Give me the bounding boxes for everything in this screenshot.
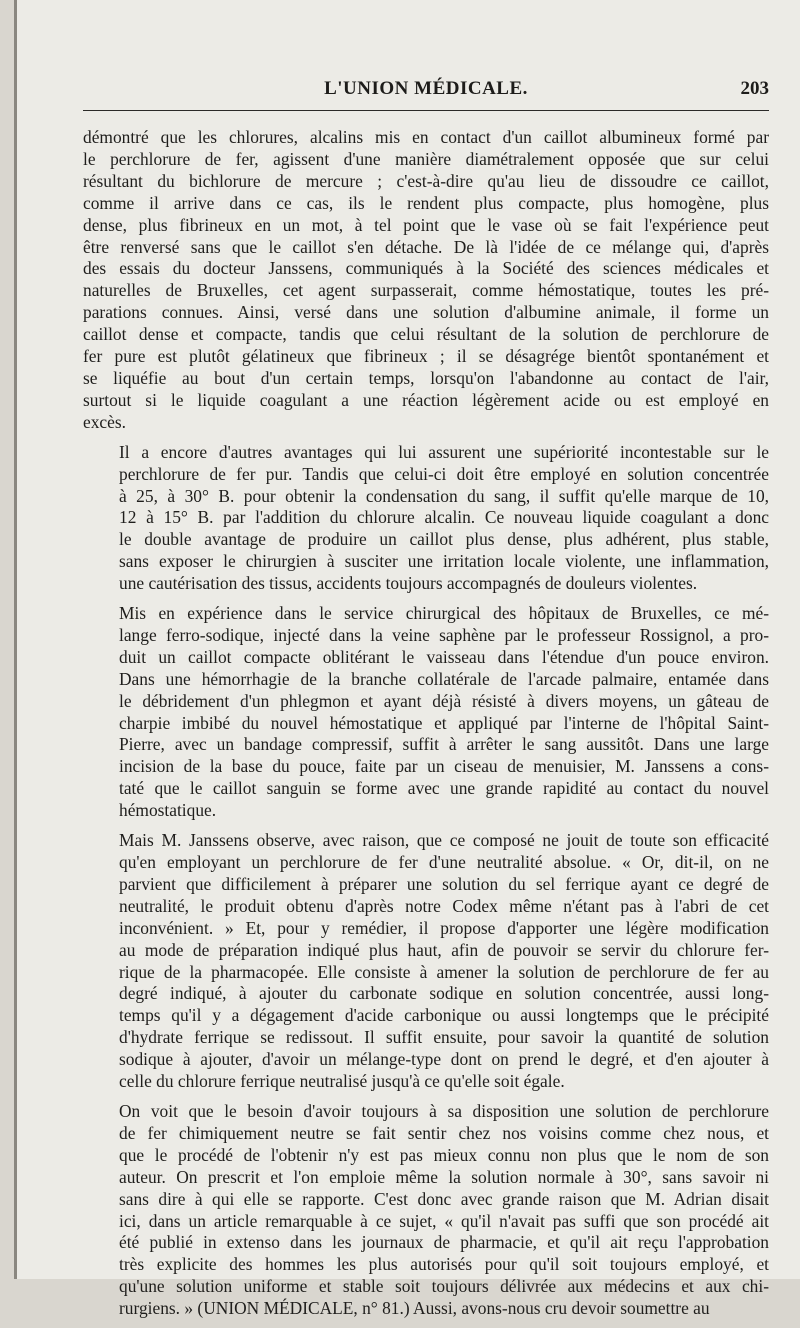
text-line: d'hydrate ferrique se redissout. Il suffit ensuite, pour savoir la quantité de solution <box>119 1027 769 1048</box>
text-line: le débridement d'un phlegmon et ayant déjà résisté à divers moyens, un gâteau de <box>119 690 769 711</box>
text-line: fer pure est plutôt gélatineux que fibrineux ; il se désagrége bientôt spontanément et <box>83 346 769 367</box>
text-line: taté que le caillot sanguin se forme avec une grande rapidité au contact du nouvel <box>119 778 769 799</box>
book-page <box>14 0 800 1319</box>
text-line: au mode de préparation indiqué plus haut, afin de pouvoir se servir du chlorure fer- <box>119 939 769 960</box>
text-line: à 25, à 30° B. pour obtenir la condensation du sang, il suffit qu'elle marque de 10, <box>119 485 769 506</box>
text-line: qu'une solution uniforme et stable soit toujours délivrée aux médecins et aux chi- <box>119 1276 769 1297</box>
text-line: des essais du docteur Janssens, communiqués à la Société des sciences médicales et <box>83 258 769 279</box>
text-line: ici, dans un article remarquable à ce sujet, « qu'il n'avait pas suffi que son procédé ait <box>119 1210 769 1231</box>
text-line: celle du chlorure ferrique neutralisé jusqu'à ce qu'elle soit égale. <box>119 1071 565 1092</box>
text-line: été publié in extenso dans les journaux de pharmacie, et qu'il ait reçu l'approbation <box>119 1232 769 1253</box>
text-line: sans exposer le chirurgien à susciter une irritation locale violente, une inflammation, <box>119 551 769 572</box>
text-line: charpie imbibé du nouvel hémostatique et appliqué par l'interne de l'hôpital Saint- <box>119 712 769 733</box>
text-line: temps qu'il y a dégagement d'acide carbonique ou aussi longtemps que le précipité <box>119 1005 769 1026</box>
text-line: Pierre, avec un bandage compressif, suffit à arrêter le sang aussitôt. Dans une large <box>119 734 769 755</box>
running-title: L'UNION MÉDICALE. <box>324 78 528 99</box>
text-line: de fer chimiquement neutre se fait sentir chez nos voisins comme chez nous, et <box>119 1122 769 1143</box>
paragraph-5 <box>83 1101 769 1320</box>
text-line: duit un caillot compacte oblitérant le vaisseau dans l'étendue d'un pouce environ. <box>119 646 769 667</box>
text-line: lange ferro-sodique, injecté dans la veine saphène par le professeur Rossignol, a pro- <box>119 624 769 645</box>
text-line: démontré que les chlorures, alcalins mis en contact d'un caillot albumineux formé par <box>83 127 769 147</box>
text-line: Il a encore d'autres avantages qui lui assurent une supériorité incontestable sur le <box>119 441 769 462</box>
page-number: 203 <box>740 78 769 99</box>
text-line: Mis en expérience dans le service chirurgical des hôpitaux de Bruxelles, ce mé- <box>119 603 769 624</box>
text-line: se liquéfie au bout d'un certain temps, lorsqu'on l'abandonne au contact de l'air, <box>83 367 769 388</box>
text-line: incision de la base du pouce, faite par un ciseau de menuisier, M. Janssens a cons- <box>119 756 769 777</box>
text-line: dense, plus fibrineux en un mot, à tel point que le vase où se fait l'expérience peut <box>83 214 769 235</box>
paragraph-1 <box>83 127 769 434</box>
text-line: le perchlorure de fer, agissent d'une manière diamétralement opposée que sur celui <box>83 148 769 169</box>
text-line: très explicite des hommes les plus autorisés pour qu'il soit toujours employé, et <box>119 1254 769 1275</box>
paragraph-3 <box>83 603 769 822</box>
text-line: parvient que difficilement à préparer une solution du sel ferrique ayant ce degré de <box>119 873 769 894</box>
text-line: On voit que le besoin d'avoir toujours à sa disposition une solution de perchlorure <box>119 1100 769 1121</box>
page-header <box>83 78 769 111</box>
text-line: naturelles de Bruxelles, cet agent surpasserait, comme hémostatique, toutes les pré- <box>83 280 769 301</box>
text-line: une cautérisation des tissus, accidents toujours accompagnés de douleurs violentes. <box>119 573 698 594</box>
paragraph-2 <box>83 442 769 595</box>
text-line: 12 à 15° B. par l'addition du chlorure alcalin. Ce nouveau liquide coagulant a donc <box>119 507 769 528</box>
text-line: inconvénient. » Et, pour y remédier, il propose d'apporter une légère modification <box>119 917 769 938</box>
text-line: hémostatique. <box>119 800 217 821</box>
text-line: neutralité, le produit obtenu d'après notre Codex même n'étant pas à l'abri de cet <box>119 895 769 916</box>
text-line: excès. <box>83 411 126 432</box>
text-line: rurgiens. » (UNION MÉDICALE, n° 81.) Aussi, avons-nous cru devoir soumettre au <box>119 1298 710 1319</box>
text-line: surtout si le liquide coagulant a une réaction légèrement acide ou est employé en <box>83 389 769 410</box>
text-line: résultant du bichlorure de mercure ; c'est-à-dire qu'au lieu de dissoudre ce caillot, <box>83 170 769 191</box>
text-line: Mais M. Janssens observe, avec raison, que ce composé ne jouit de toute son efficacité <box>119 830 769 851</box>
text-line: comme il arrive dans ce cas, ils le rendent plus compacte, plus homogène, plus <box>83 192 769 213</box>
text-line: qu'en employant un perchlorure de fer d'une neutralité absolue. « Or, dit-il, on ne <box>119 852 769 872</box>
text-line: parations connues. Ainsi, versé dans une solution d'albumine animale, il forme un <box>83 302 769 323</box>
text-line: perchlorure de fer pur. Tandis que celui-ci doit être employé en solution concentrée <box>119 463 769 484</box>
text-line: sodique à ajouter, d'avoir un mélange-type dont on prend le degré, et d'en ajouter à <box>119 1049 769 1070</box>
text-line: être renversé sans que le caillot s'en détache. De là l'idée de ce mélange qui, d'après <box>83 236 769 257</box>
text-line: rique de la pharmacopée. Elle consiste à amener la solution de perchlorure de fer au <box>119 961 769 982</box>
text-line: le double avantage de produire un caillot plus dense, plus adhérent, plus stable, <box>119 529 769 550</box>
text-line: Dans une hémorrhagie de la branche collatérale de l'arcade palmaire, entamée dans <box>119 668 769 689</box>
article-body <box>83 127 769 1328</box>
text-line: caillot dense et compacte, tandis que celui résultant de la solution de perchlorure de <box>83 324 769 345</box>
text-line: sans dire à qui elle se rapporte. C'est donc avec grande raison que M. Adrian disait <box>119 1188 769 1209</box>
text-line: que le procédé de l'obtenir n'y est pas mieux connu non plus que le nom de son <box>119 1144 769 1165</box>
text-line: auteur. On prescrit et l'on emploie même la solution normale à 30°, sans savoir ni <box>119 1166 769 1187</box>
text-line: degré indiqué, à ajouter du carbonate sodique en solution concentrée, aussi long- <box>119 983 769 1004</box>
paragraph-4 <box>83 830 769 1093</box>
